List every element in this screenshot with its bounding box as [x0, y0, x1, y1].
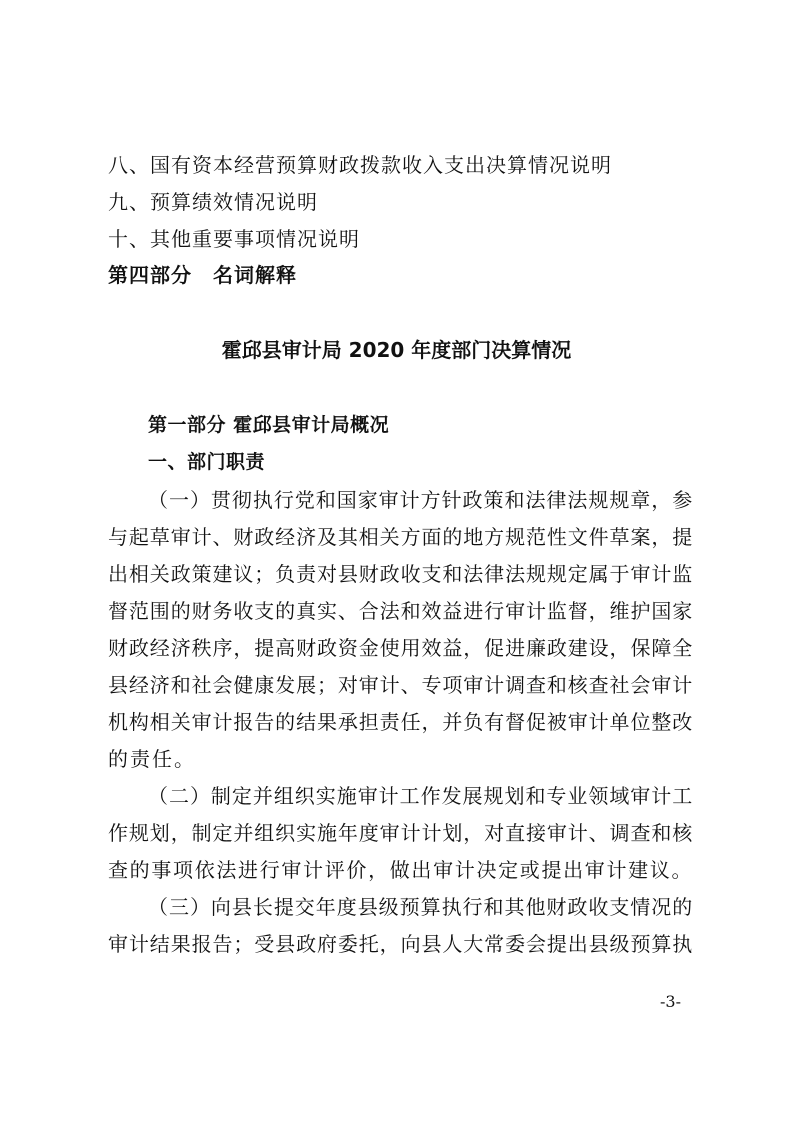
- part1-heading: 第一部分 霍邱县审计局概况: [148, 414, 390, 436]
- document-title: 霍邱县审计局 2020 年度部门决算情况: [221, 338, 572, 362]
- paragraph-line: 的责任。: [108, 747, 196, 771]
- paragraph-line: 查的事项依法进行审计评价，做出审计决定或提出审计建议。: [108, 858, 693, 882]
- toc-part-4-heading: 第四部分 名词解释: [108, 263, 297, 287]
- paragraph-line: 机构相关审计报告的结果承担责任，并负有督促被审计单位整改: [108, 710, 693, 734]
- toc-item-9: 九、预算绩效情况说明: [108, 190, 318, 214]
- paragraph-line: （一）贯彻执行党和国家审计方针政策和法律法规规章，参: [148, 488, 693, 512]
- paragraph-line: 出相关政策建议；负责对县财政收支和法律法规规定属于审计监: [108, 562, 693, 586]
- page-number: -3-: [660, 992, 681, 1011]
- paragraph-line: 与起草审计、财政经济及其相关方面的地方规范性文件草案，提: [108, 525, 693, 549]
- section1-heading: 一、部门职责: [148, 451, 266, 473]
- paragraph-line: 县经济和社会健康发展；对审计、专项审计调查和核查社会审计: [108, 673, 693, 697]
- paragraph-line: （三）向县长提交年度县级预算执行和其他财政收支情况的: [148, 895, 693, 919]
- paragraph-line: 财政经济秩序，提高财政资金使用效益，促进廉政建设，保障全: [108, 636, 693, 660]
- paragraph-line: （二）制定并组织实施审计工作发展规划和专业领域审计工: [148, 784, 693, 808]
- paragraph-line: 督范围的财务收支的真实、合法和效益进行审计监督，维护国家: [108, 599, 693, 623]
- toc-item-8: 八、国有资本经营预算财政拨款收入支出决算情况说明: [108, 153, 612, 177]
- toc-item-10: 十、其他重要事项情况说明: [108, 227, 360, 251]
- paragraph-line: 审计结果报告；受县政府委托，向县人大常委会提出县级预算执: [108, 932, 693, 956]
- paragraph-line: 作规划，制定并组织实施年度审计计划，对直接审计、调查和核: [108, 821, 693, 845]
